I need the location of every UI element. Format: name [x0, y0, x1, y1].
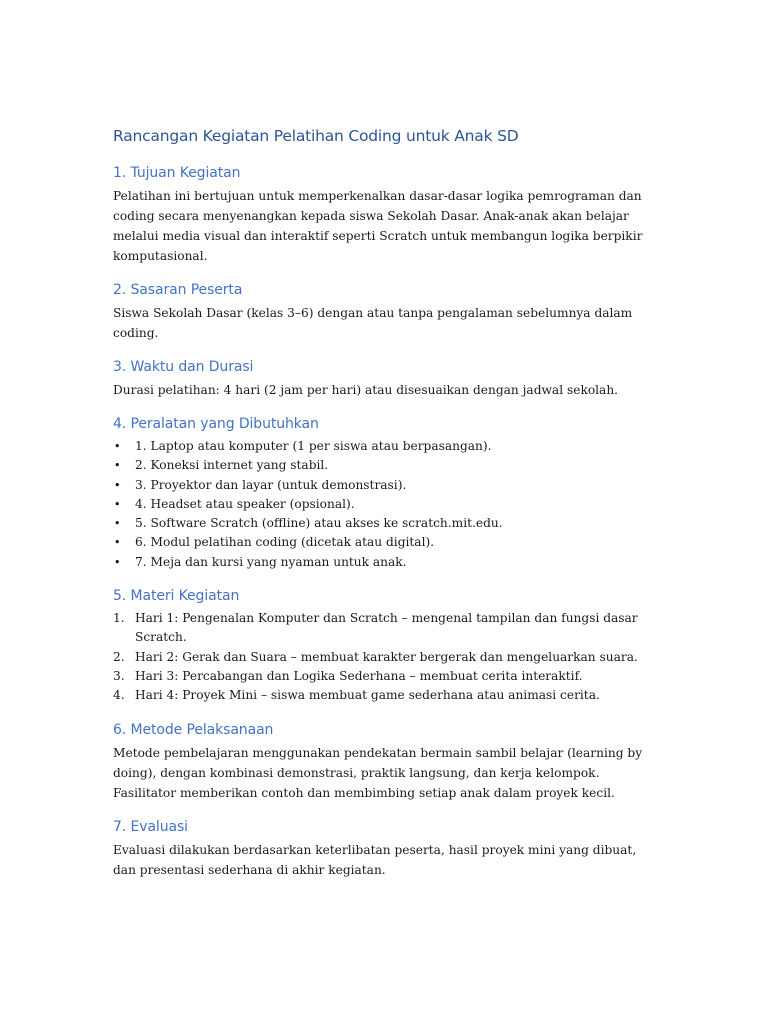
section-materi: [113, 584, 658, 705]
list-item-text: Hari 4: Proyek Mini – siswa membuat game sederhana atau animasi cerita.: [135, 688, 600, 703]
section-heading: 1. Tujuan Kegiatan: [113, 165, 241, 181]
list-number: 1.: [113, 611, 125, 626]
list-item-text: 7. Meja dan kursi yang nyaman untuk anak.: [135, 554, 407, 569]
list-item-text: Hari 1: Pengenalan Komputer dan Scratch – mengenal tampilan dan fungsi dasar Scratch.: [135, 611, 638, 645]
section-evaluasi: [113, 815, 658, 880]
list-item-text: 5. Software Scratch (offline) atau akses ke scratch.mit.edu.: [135, 516, 503, 531]
section-waktu: [113, 355, 658, 400]
bullet-icon: •: [114, 478, 121, 492]
list-item: [113, 437, 658, 456]
list-item: [113, 476, 658, 495]
list-item: [113, 495, 658, 514]
bullet-icon: •: [114, 497, 121, 511]
section-heading: 2. Sasaran Peserta: [113, 282, 243, 298]
bullet-icon: •: [114, 555, 121, 569]
section-tujuan: [113, 161, 658, 266]
material-list: [113, 609, 658, 705]
section-body: Pelatihan ini bertujuan untuk memperkenalkan dasar-dasar logika pemrograman dan coding secara menyenangkan kepada siswa Sekolah Dasar. Anak-anak akan belajar melalui media visual dan interaktif seperti Scratch untuk membangun logika berpikir komputasional.: [113, 189, 643, 263]
section-heading: 7. Evaluasi: [113, 818, 188, 835]
section-body: Metode pembelajaran menggunakan pendekatan bermain sambil belajar (learning by doing), dengan kombinasi demonstrasi, praktik langsung, dan kerja kelompok. Fasilitator memberikan contoh dan membimbing setiap anak dalam proyek kecil.: [113, 745, 643, 800]
list-item-text: 6. Modul pelatihan coding (dicetak atau digital).: [135, 535, 435, 550]
section-peralatan: [113, 412, 658, 572]
document-page: [113, 124, 658, 892]
list-number: 2.: [113, 649, 125, 664]
section-body: Siswa Sekolah Dasar (kelas 3–6) dengan atau tanpa pengalaman sebelumnya dalam coding.: [113, 306, 633, 340]
document-title: Rancangan Kegiatan Pelatihan Coding untuk Anak SD: [113, 127, 519, 145]
section-heading: 3. Waktu dan Durasi: [113, 359, 254, 375]
list-item: [113, 553, 658, 572]
list-number: 4.: [113, 688, 125, 703]
section-sasaran: [113, 278, 658, 343]
list-number: 3.: [113, 668, 125, 683]
bullet-icon: •: [114, 517, 121, 531]
list-item: [113, 667, 658, 686]
list-item-text: Hari 3: Percabangan dan Logika Sederhana – membuat cerita interaktif.: [135, 668, 583, 683]
list-item-text: 4. Headset atau speaker (opsional).: [135, 496, 355, 511]
section-heading: 5. Materi Kegiatan: [113, 588, 240, 605]
list-item: [113, 609, 658, 648]
list-item-text: 1. Laptop atau komputer (1 per siswa atau berpasangan).: [135, 439, 492, 453]
equipment-list: [113, 437, 658, 572]
section-body: Durasi pelatihan: 4 hari (2 jam per hari) atau disesuaikan dengan jadwal sekolah.: [113, 383, 619, 397]
list-item-text: Hari 2: Gerak dan Suara – membuat karakter bergerak dan mengeluarkan suara.: [135, 649, 638, 664]
section-body: Evaluasi dilakukan berdasarkan keterlibatan peserta, hasil proyek mini yang dibuat, dan presentasi sederhana di akhir kegiatan.: [113, 842, 637, 877]
list-item: [113, 456, 658, 475]
list-item: [113, 533, 658, 552]
bullet-icon: •: [114, 440, 121, 453]
list-item: [113, 514, 658, 533]
bullet-icon: •: [114, 536, 121, 550]
bullet-icon: •: [114, 459, 121, 473]
list-item: [113, 648, 658, 667]
list-item-text: 2. Koneksi internet yang stabil.: [135, 458, 329, 473]
section-heading: 6. Metode Pelaksanaan: [113, 721, 274, 738]
section-metode: [113, 718, 658, 803]
section-heading: 4. Peralatan yang Dibutuhkan: [113, 416, 319, 432]
list-item: [113, 686, 658, 705]
list-item-text: 3. Proyektor dan layar (untuk demonstrasi).: [135, 477, 407, 492]
